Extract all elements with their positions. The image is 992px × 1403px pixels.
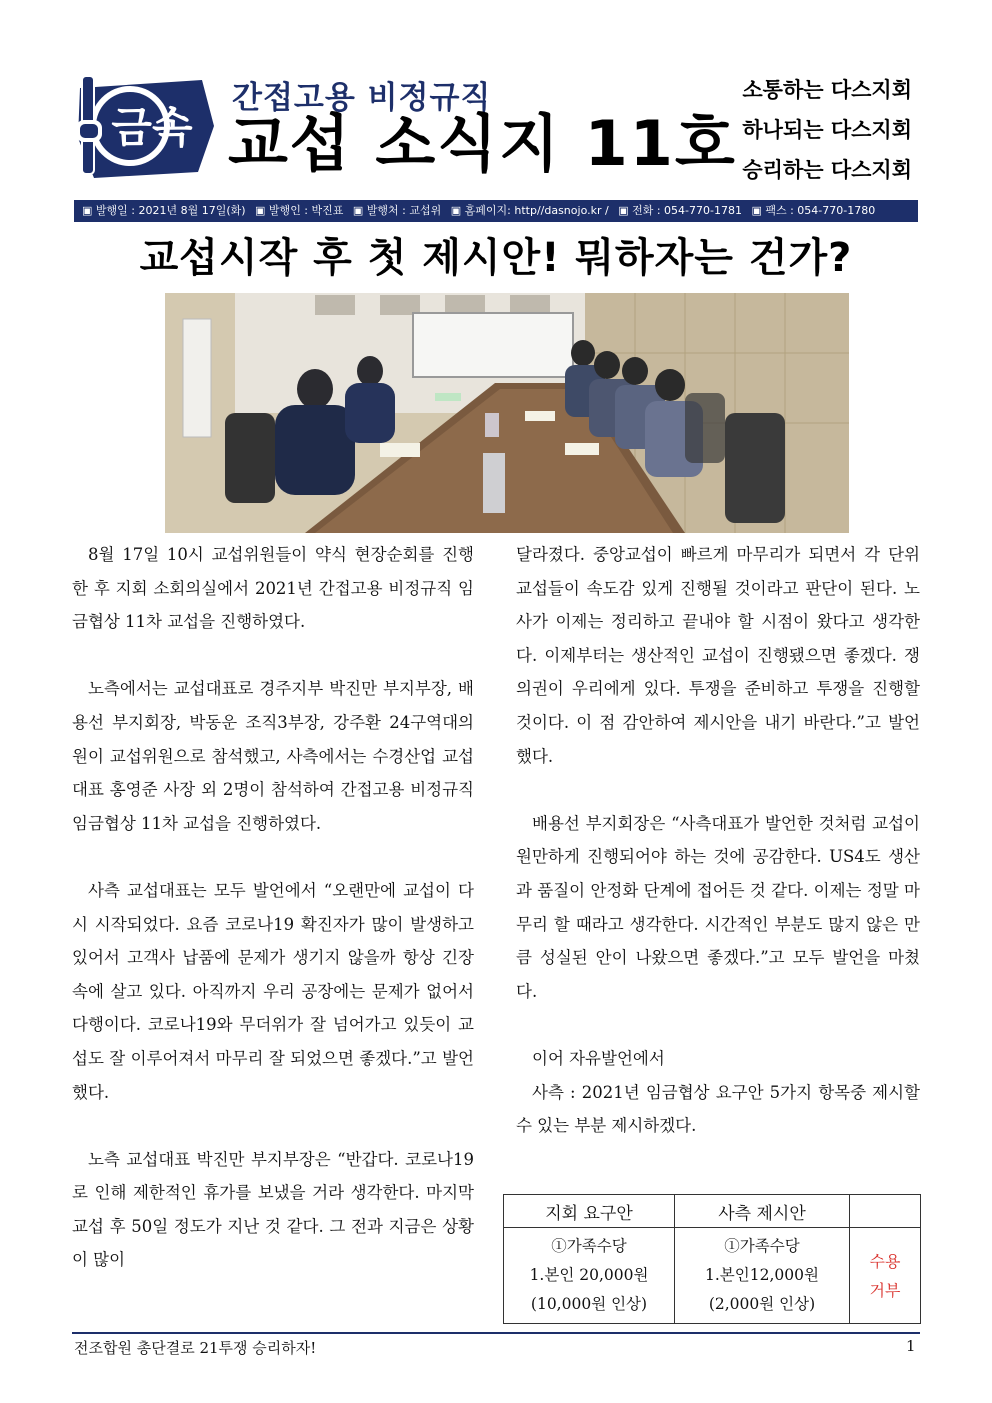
union-demand-cell: [504, 1228, 675, 1324]
article-paragraph: 배용선 부지회장은 “사측대표가 발언한 것처럼 교섭이 원만하게 진행되어야 하는 것에 공감한다. US4도 생산과 품질이 안정화 단계에 접어든 것 같다. 이제는 정말 마무리 할 때라고 생각한다. 시간적인 부분도 많지 않은 만큼 성실된 안이 나왔으면 좋겠다.”고 모두 발언을 마쳤다.: [516, 813, 920, 1001]
article-right-column: [516, 538, 920, 1143]
fax: ▣ 팩스 : 054-770-1780: [751, 204, 876, 217]
newsletter-title: 교섭 소식지 11호: [228, 107, 737, 180]
table-row: [504, 1228, 921, 1324]
demand-comparison-table: [503, 1194, 921, 1324]
result-cell: [850, 1228, 921, 1324]
newsletter-subtitle: 간접고용 비정규직: [232, 80, 492, 116]
result-line: 거부: [869, 1280, 901, 1300]
footer-slogan: 전조합원 총단결로 21투쟁 승리하자!: [74, 1339, 317, 1357]
company-offer-line: ①가족수당: [724, 1237, 800, 1255]
phone: ▣ 전화 : 054-770-1781: [618, 204, 742, 217]
slogan-list: [742, 72, 912, 192]
table-header-union: 지회 요구안: [504, 1195, 675, 1228]
page-number: 1: [906, 1337, 916, 1355]
company-offer-cell: [675, 1228, 850, 1324]
article-paragraph: 노측 교섭대표 박진만 부지부장은 “반갑다. 코로나19로 인해 제한적인 휴가를 보냈을 거라 생각한다. 마지막 교섭 후 50일 정도가 지난 것 같다. 그 전과 지금은 상황이 많이: [72, 1149, 474, 1270]
slogan-3: 승리하는 다스지회: [742, 158, 912, 182]
slogan-2: 하나되는 다스지회: [742, 118, 912, 142]
meeting-photo: [165, 293, 849, 533]
article-paragraph: 8월 17일 10시 교섭위원들이 약식 현장순회를 진행한 후 지회 소회의실에서 2021년 간접고용 비정규직 임금협상 11차 교섭을 진행하였다.: [72, 545, 474, 632]
table-header-row: [504, 1195, 921, 1228]
publisher: ▣ 발행인 : 박진표: [255, 204, 344, 217]
company-offer-line: 1.본인12,000원: [705, 1266, 819, 1284]
company-offer-line: (2,000원 인상): [708, 1295, 816, 1313]
article-paragraph: 달라졌다. 중앙교섭이 빠르게 마무리가 되면서 각 단위 교섭들이 속도감 있게 진행될 것이라고 판단이 된다. 노사가 이제는 정리하고 끝내야 할 시점이 왔다고 생각한다. 이제부터는 생산적인 교섭이 진행됐으면 좋겠다. 쟁의권이 우리에게 있다. 투쟁을 준비하고 투쟁을 진행할 것이다. 이 점 감안하여 제시안을 내기 바란다.”고 발언했다.: [516, 545, 920, 766]
homepage: ▣ 홈페이지: http//dasnojo.kr /: [450, 204, 609, 217]
result-line: 수용: [869, 1251, 901, 1271]
article-left-column: [72, 538, 474, 1277]
article-paragraph: 사측 교섭대표는 모두 발언에서 “오랜만에 교섭이 다시 시작되었다. 요즘 코로나19 확진자가 많이 발생하고 있어서 고객사 납품에 문제가 생기지 않을까 항상 긴장 속에 살고 있다. 아직까지 우리 공장에는 문제가 없어서 다행이다. 코로나19와 무더위가 잘 넘어가고 있듯이 교섭도 잘 이루어져서 마무리 잘 되었으면 좋겠다.”고 발언했다.: [72, 880, 474, 1102]
article-paragraph: 이어 자유발언에서: [532, 1048, 665, 1068]
headline: 교섭시작 후 첫 제시안! 뭐하자는 건가?: [139, 235, 853, 281]
publish-date: ▣ 발행일 : 2021년 8월 17일(화): [82, 204, 246, 217]
union-demand-line: 1.본인 20,000원: [529, 1266, 649, 1284]
table-header-result: [850, 1195, 921, 1228]
table-header-company: 사측 제시안: [675, 1195, 850, 1228]
article-paragraph: 사측 : 2021년 임금협상 요구안 5가지 항목중 제시할 수 있는 부분 제시하겠다.: [516, 1082, 920, 1136]
footer-divider: [72, 1332, 920, 1334]
union-logo: [72, 68, 218, 184]
article-paragraph: 노측에서는 교섭대표로 경주지부 박진만 부지부장, 배용선 부지회장, 박동운 조직3부장, 강주환 24구역대의원이 교섭위원으로 참석했고, 사측에서는 수경산업 교섭대표 홍영준 사장 외 2명이 참석하여 간접고용 비정규직 임금협상 11차 교섭을 진행하였다.: [72, 679, 474, 833]
publication-info-bar: [74, 200, 918, 222]
issuer: ▣ 발행처 : 교섭위: [352, 204, 442, 217]
union-demand-line: (10,000원 인상): [530, 1295, 648, 1313]
union-demand-line: ①가족수당: [551, 1237, 627, 1255]
slogan-1: 소통하는 다스지회: [742, 78, 912, 102]
logo-text: 금속: [111, 103, 193, 152]
